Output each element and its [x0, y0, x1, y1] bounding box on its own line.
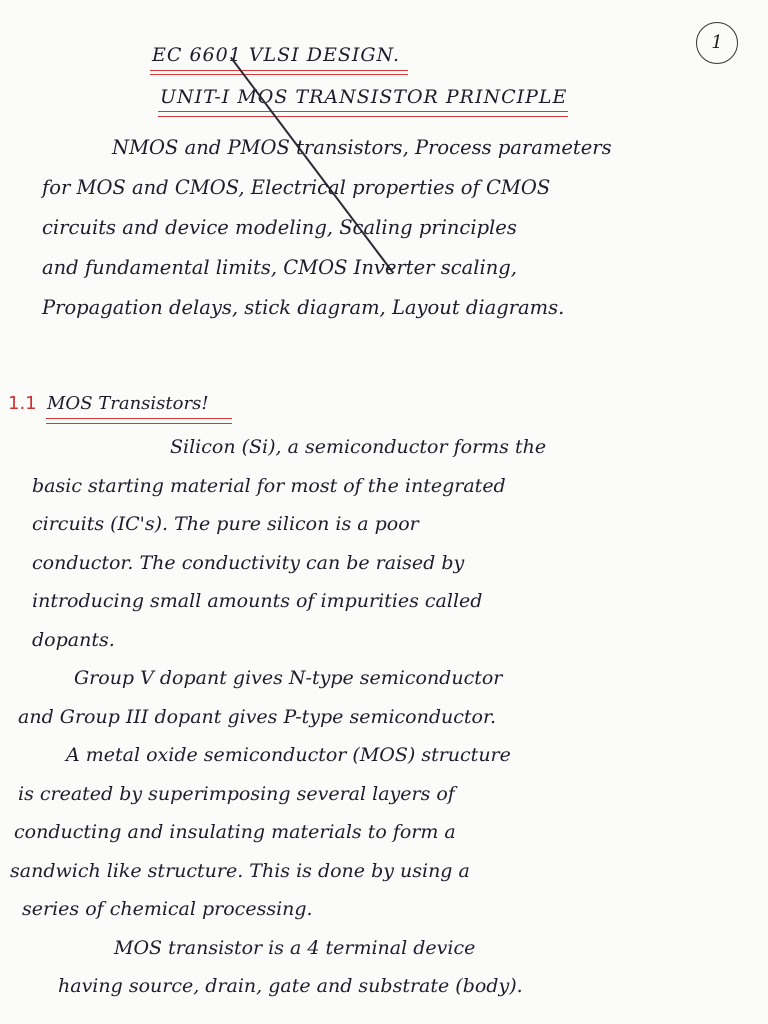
section-title-underline-2	[46, 423, 232, 424]
syllabus-line: circuits and device modeling, Scaling principles	[42, 216, 517, 239]
section-number-text: 1.1	[8, 393, 37, 414]
section-body	[10, 428, 740, 1006]
body-line: sandwich like structure. This is done by using a	[10, 859, 470, 882]
body-line: is created by superimposing several layers of	[18, 782, 455, 805]
body-line: series of chemical processing.	[22, 898, 313, 920]
body-line: and Group III dopant gives P-type semiconductor.	[18, 705, 497, 728]
course-title: EC 6601 VLSI DESIGN.	[152, 44, 400, 66]
body-line: dopants.	[32, 628, 115, 651]
unit-title-underline-2	[158, 116, 568, 117]
body-line: A metal oxide semiconductor (MOS) structure	[66, 744, 511, 766]
unit-title: UNIT-I MOS TRANSISTOR PRINCIPLE	[160, 86, 568, 108]
page-number: 1	[696, 22, 738, 64]
body-line: MOS transistor is a 4 terminal device	[114, 936, 476, 959]
body-line: conducting and insulating materials to form a	[14, 821, 456, 843]
body-line: basic starting material for most of the integrated	[32, 474, 506, 497]
body-line: Silicon (Si), a semiconductor forms the	[170, 436, 547, 458]
syllabus-line: for MOS and CMOS, Electrical properties of CMOS	[42, 176, 551, 199]
unit-title-underline-1	[158, 111, 568, 112]
section-title: MOS Transistors!	[47, 393, 209, 414]
body-line: having source, drain, gate and substrate (body).	[58, 975, 523, 997]
syllabus-line: Propagation delays, stick diagram, Layout diagrams.	[42, 296, 565, 319]
body-line: Group V dopant gives N-type semiconductor	[74, 667, 503, 689]
body-line: circuits (IC's). The pure silicon is a poor	[32, 513, 419, 535]
course-title-underline-2	[150, 74, 408, 75]
syllabus-paragraph	[42, 128, 742, 328]
course-title-underline-1	[150, 70, 408, 71]
section-title-underline-1	[46, 418, 232, 419]
syllabus-line: NMOS and PMOS transistors, Process parameters	[112, 136, 612, 159]
body-line: introducing small amounts of impurities called	[32, 590, 483, 612]
section-number	[8, 393, 37, 414]
body-line: conductor. The conductivity can be raised by	[32, 551, 465, 574]
syllabus-line: and fundamental limits, CMOS Inverter scaling,	[42, 256, 517, 279]
